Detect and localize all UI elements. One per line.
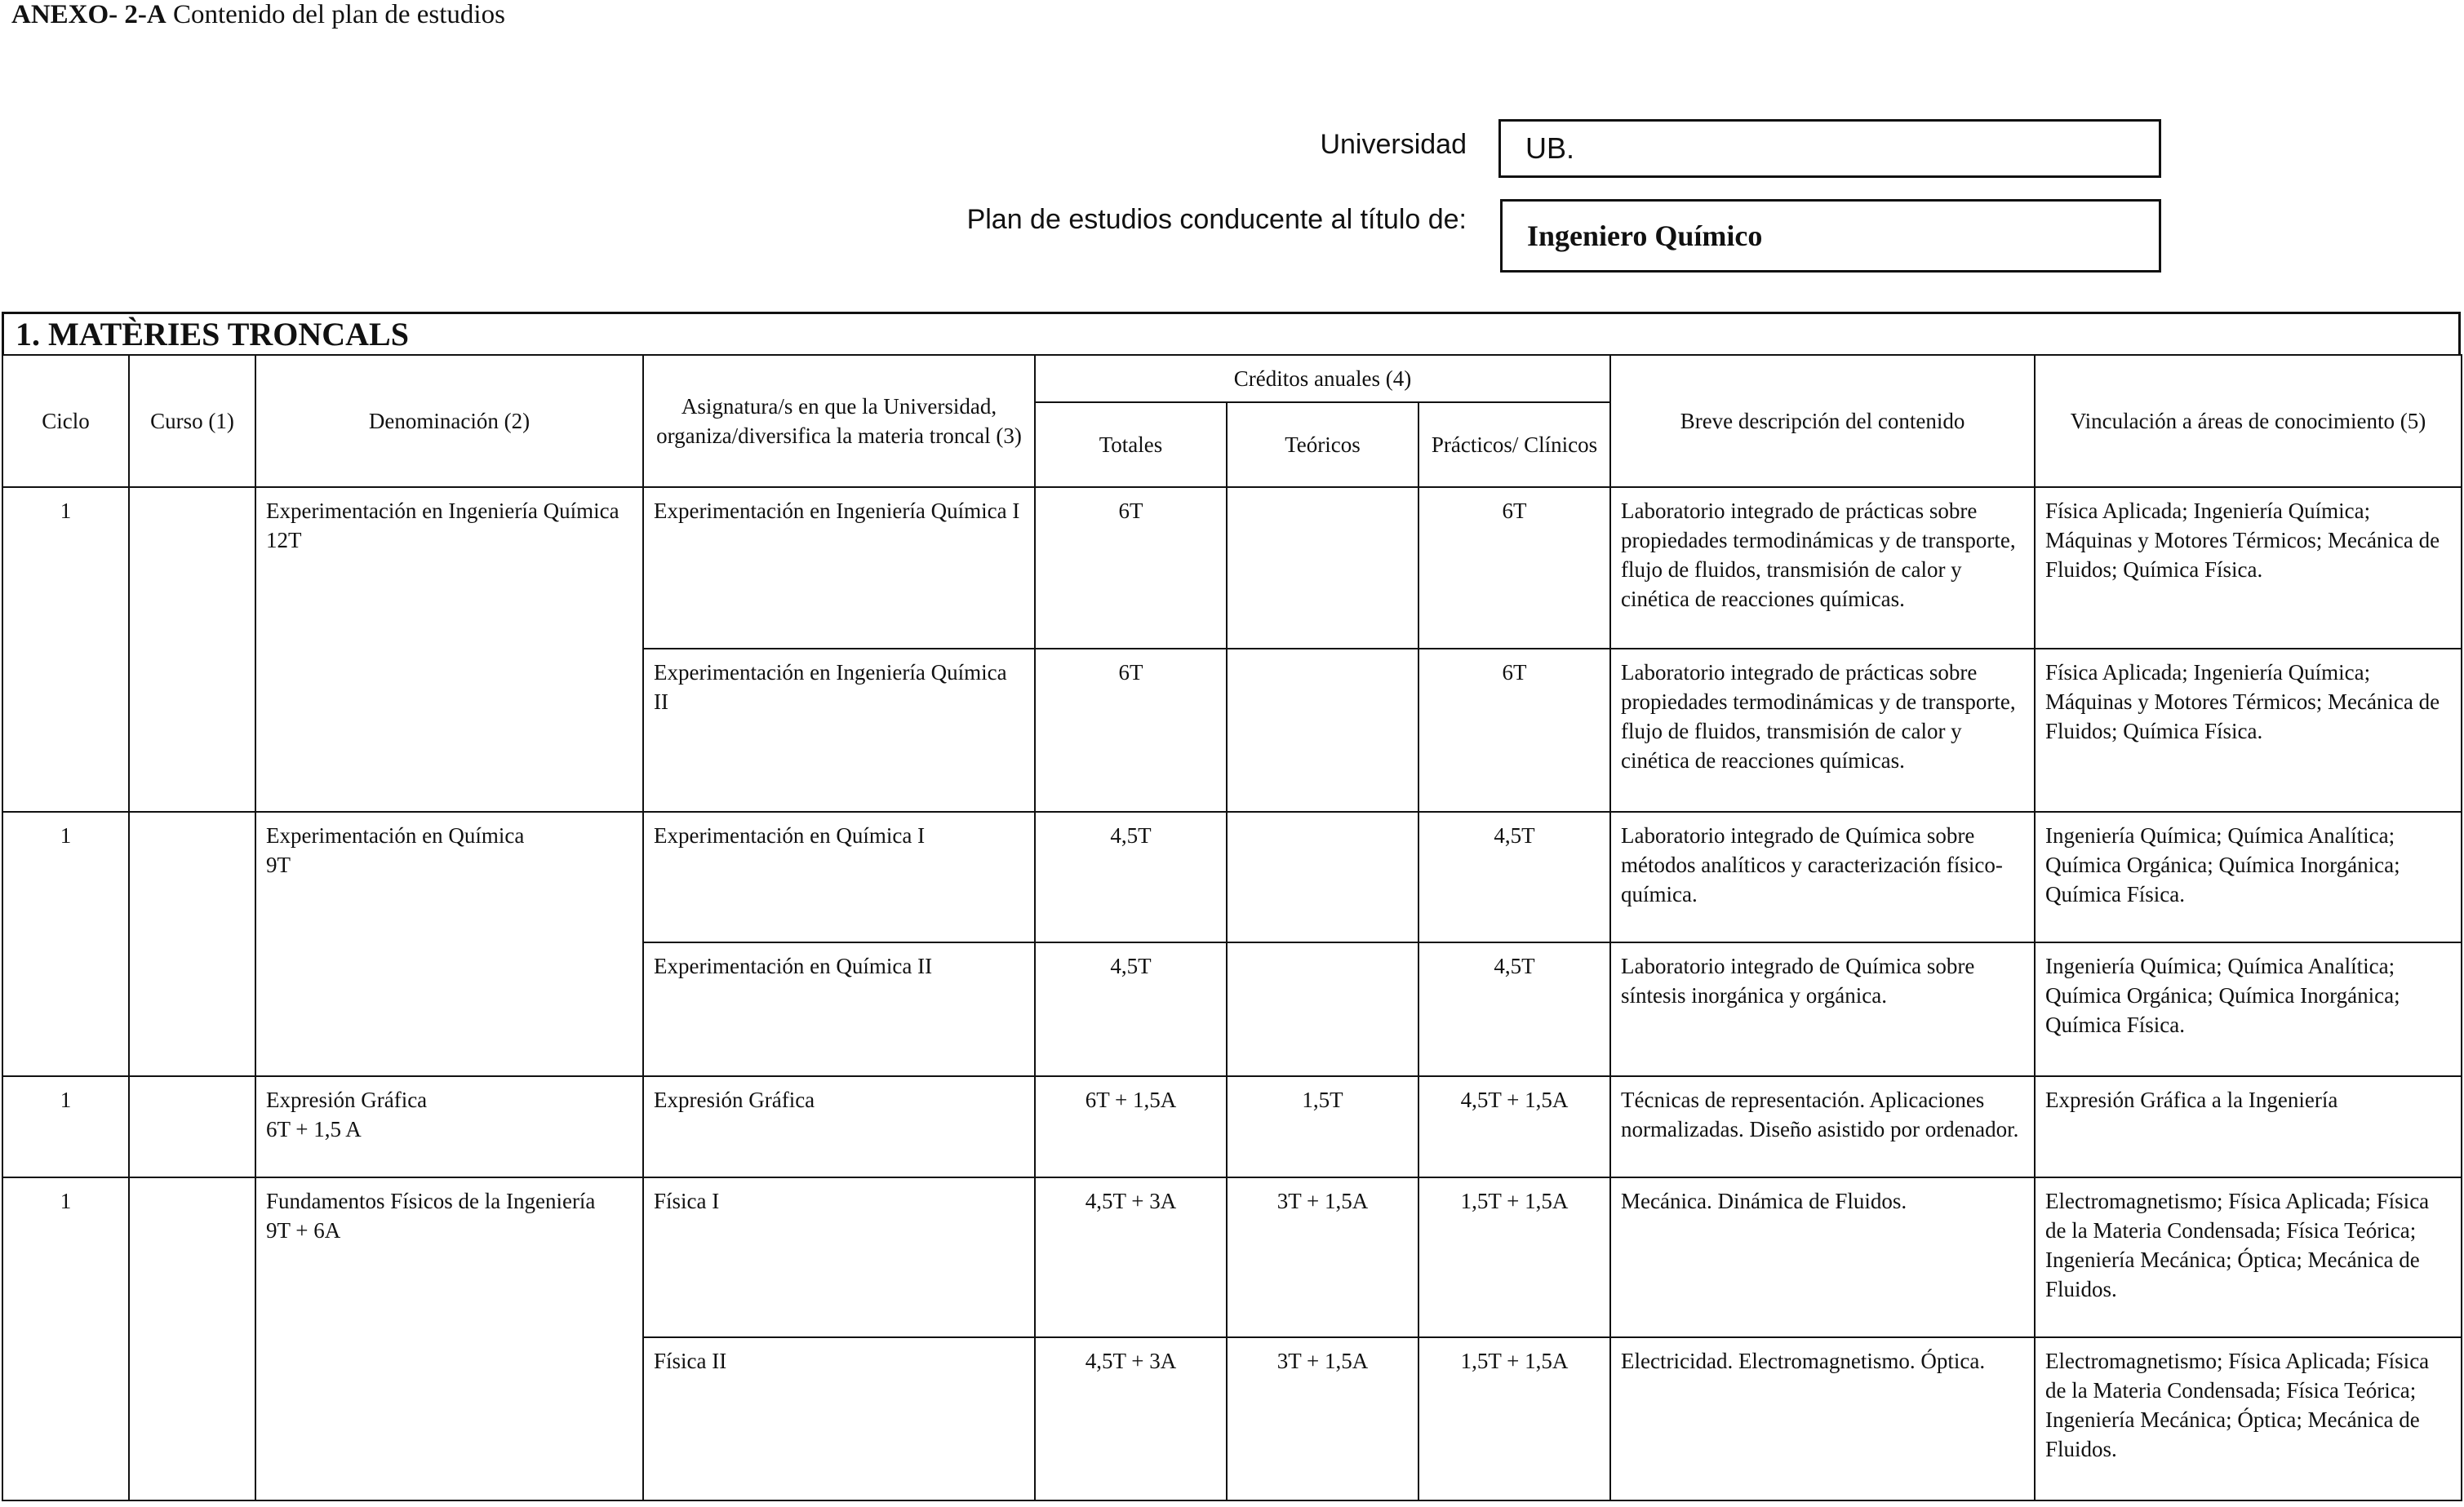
totales-cell: 4,5T + 3A [1035,1177,1227,1337]
totales-cell: 6T [1035,487,1227,649]
curso-cell [129,1177,255,1500]
plan-label: Plan de estudios conducente al título de: [966,204,1467,235]
descripcion-cell: Laboratorio integrado de prácticas sobre propiedades termodinámicas y de transporte, flujo de fluidos, transmisión de calor y cinética de reacciones químicas. [1610,487,2035,649]
vinculacion-cell: Electromagnetismo; Física Aplicada; Física de la Materia Condensada; Física Teórica; Ingeniería Mecánica; Óptica; Mecánica de Fluidos. [2035,1337,2462,1500]
teoricos-cell [1227,812,1418,942]
vinculacion-cell: Ingeniería Química; Química Analítica; Química Orgánica; Química Inorgánica; Química Física. [2035,812,2462,942]
vinculacion-cell: Electromagnetismo; Física Aplicada; Física de la Materia Condensada; Física Teórica; Ingeniería Mecánica; Óptica; Mecánica de Fluidos. [2035,1177,2462,1337]
totales-cell: 6T [1035,649,1227,812]
university-label: Universidad [1320,129,1467,160]
descripcion-cell: Laboratorio integrado de Química sobre síntesis inorgánica y orgánica. [1610,942,2035,1076]
asignatura-cell: Física I [643,1177,1035,1337]
teoricos-cell: 3T + 1,5A [1227,1177,1418,1337]
denominacion-text: Experimentación en Química [266,823,525,848]
denominacion-credits: 9T [266,853,291,877]
totales-cell: 4,5T + 3A [1035,1337,1227,1500]
section-title: 1. MATÈRIES TRONCALS [2,312,2461,354]
col-header-totales: Totales [1035,402,1227,487]
table-row [2,1076,2462,1177]
col-header-ciclo: Ciclo [2,355,129,487]
col-header-asignatura: Asignatura/s en que la Universidad, organiza/diversifica la materia troncal (3) [643,355,1035,487]
col-header-practicos: Prácticos/ Clínicos [1418,402,1610,487]
denominacion-credits: 12T [266,528,302,552]
denominacion-credits: 9T + 6A [266,1218,341,1243]
teoricos-cell [1227,942,1418,1076]
university-value: UB. [1525,131,1575,165]
col-header-curso: Curso (1) [129,355,255,487]
ciclo-cell: 1 [2,1177,129,1500]
teoricos-cell: 1,5T [1227,1076,1418,1177]
denominacion-cell [255,487,643,812]
ciclo-cell: 1 [2,487,129,812]
col-header-descripcion: Breve descripción del contenido [1610,355,2035,487]
asignatura-cell: Expresión Gráfica [643,1076,1035,1177]
table-row [2,487,2462,649]
col-header-teoricos: Teóricos [1227,402,1418,487]
curso-cell [129,812,255,1076]
practicos-cell: 4,5T [1418,812,1610,942]
denominacion-text: Expresión Gráfica [266,1088,428,1112]
descripcion-cell: Laboratorio integrado de Química sobre métodos analíticos y caracterización físico-química. [1610,812,2035,942]
denominacion-cell [255,1076,643,1177]
subjects-table [2,354,2462,1501]
university-field[interactable] [1498,119,2161,178]
table-row [2,1177,2462,1337]
descripcion-cell: Electricidad. Electromagnetismo. Óptica. [1610,1337,2035,1500]
vinculacion-cell: Física Aplicada; Ingeniería Química; Máquinas y Motores Térmicos; Mecánica de Fluidos; Química Física. [2035,649,2462,812]
vinculacion-cell: Física Aplicada; Ingeniería Química; Máquinas y Motores Térmicos; Mecánica de Fluidos; Química Física. [2035,487,2462,649]
asignatura-cell: Experimentación en Ingeniería Química II [643,649,1035,812]
ciclo-cell: 1 [2,812,129,1076]
asignatura-cell: Experimentación en Química I [643,812,1035,942]
denominacion-cell [255,812,643,1076]
plan-value: Ingeniero Químico [1527,219,1763,252]
col-header-creditos: Créditos anuales (4) [1035,355,1610,402]
practicos-cell: 6T [1418,649,1610,812]
descripcion-cell: Laboratorio integrado de prácticas sobre propiedades termodinámicas y de transporte, flujo de fluidos, transmisión de calor y cinética de reacciones químicas. [1610,649,2035,812]
totales-cell: 4,5T [1035,812,1227,942]
annex-code: ANEXO- 2-A [11,0,166,29]
practicos-cell: 1,5T + 1,5A [1418,1177,1610,1337]
practicos-cell: 4,5T + 1,5A [1418,1076,1610,1177]
teoricos-cell [1227,487,1418,649]
vinculacion-cell: Ingeniería Química; Química Analítica; Química Orgánica; Química Inorgánica; Química Física. [2035,942,2462,1076]
plan-field[interactable] [1500,199,2161,273]
practicos-cell: 6T [1418,487,1610,649]
totales-cell: 4,5T [1035,942,1227,1076]
teoricos-cell: 3T + 1,5A [1227,1337,1418,1500]
descripcion-cell: Mecánica. Dinámica de Fluidos. [1610,1177,2035,1337]
denominacion-credits: 6T + 1,5 A [266,1117,362,1141]
denominacion-cell [255,1177,643,1500]
curso-cell [129,487,255,812]
curso-cell [129,1076,255,1177]
ciclo-cell: 1 [2,1076,129,1177]
asignatura-cell: Experimentación en Química II [643,942,1035,1076]
totales-cell: 6T + 1,5A [1035,1076,1227,1177]
asignatura-cell: Experimentación en Ingeniería Química I [643,487,1035,649]
annex-description: Contenido del plan de estudios [166,0,505,29]
asignatura-cell: Física II [643,1337,1035,1500]
practicos-cell: 4,5T [1418,942,1610,1076]
denominacion-text: Fundamentos Físicos de la Ingeniería [266,1189,596,1213]
practicos-cell: 1,5T + 1,5A [1418,1337,1610,1500]
vinculacion-cell: Expresión Gráfica a la Ingeniería [2035,1076,2462,1177]
table-row [2,812,2462,942]
col-header-denominacion: Denominación (2) [255,355,643,487]
teoricos-cell [1227,649,1418,812]
denominacion-text: Experimentación en Ingeniería Química [266,499,619,523]
annex-title [11,0,505,30]
col-header-vinculacion: Vinculación a áreas de conocimiento (5) [2035,355,2462,487]
descripcion-cell: Técnicas de representación. Aplicaciones normalizadas. Diseño asistido por ordenador. [1610,1076,2035,1177]
